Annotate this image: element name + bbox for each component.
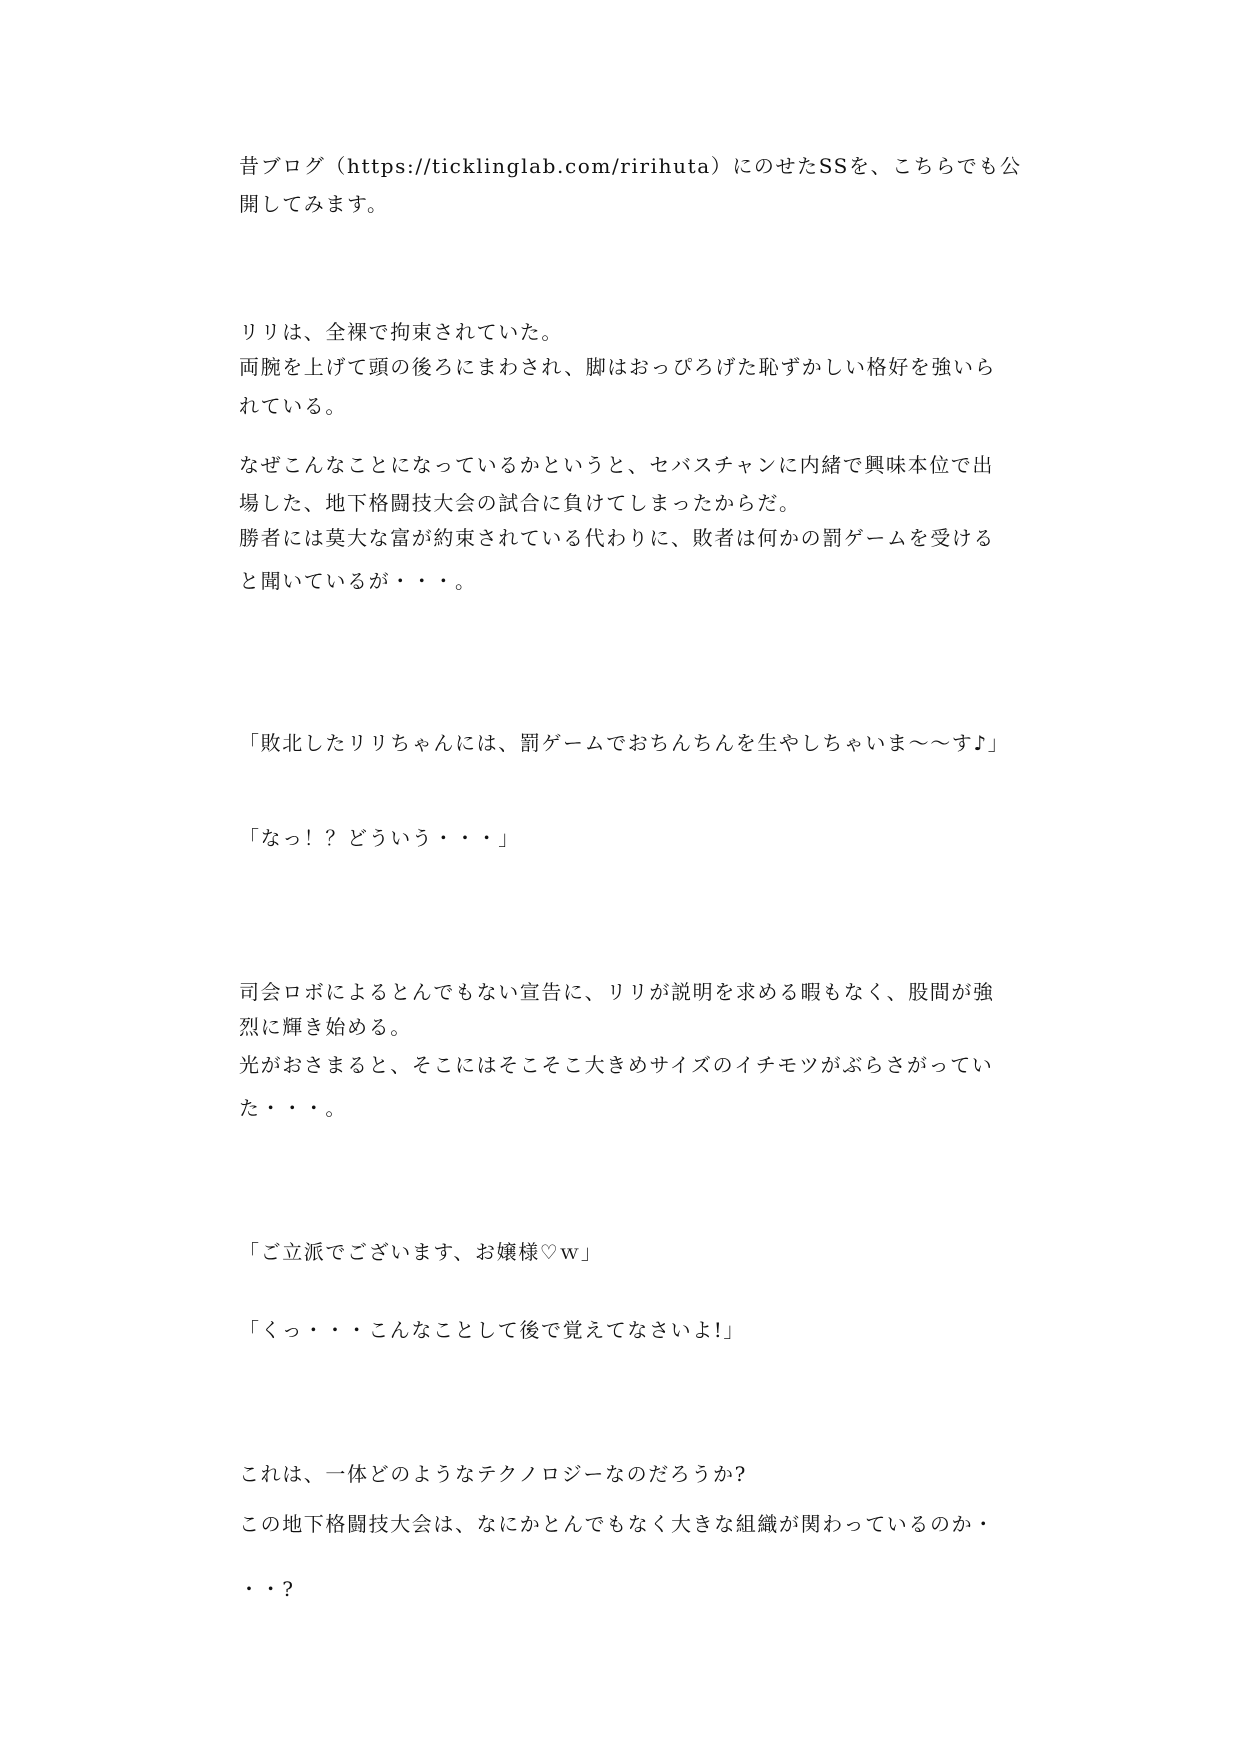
paragraph-line: 勝者には莫大な富が約束されている代わりに、敗者は何かの罰ゲームを受ける: [239, 526, 995, 550]
paragraph-line: 烈に輝き始める。: [239, 1015, 412, 1039]
paragraph-line: 光がおさまると、そこにはそこそこ大きめサイズのイチモツがぶらさがってい: [239, 1053, 994, 1077]
paragraph-line: ・・?: [239, 1577, 295, 1601]
dialogue-line: 「なっ！？どういう・・・」: [239, 826, 520, 850]
paragraph-line: れている。: [239, 394, 347, 418]
dialogue-line: 「くっ・・・こんなことして後で覚えてなさいよ!」: [239, 1318, 746, 1342]
paragraph-line: なぜこんなことになっているかというと、セバスチャンに内緒で興味本位で出: [239, 453, 994, 477]
intro-line: 開してみます。: [239, 192, 389, 216]
paragraph-line: 場した、地下格闘技大会の試合に負けてしまったからだ。: [239, 491, 801, 515]
dialogue-line: 「敗北したリリちゃんには、罰ゲームでおちんちんを生やしちゃいま〜〜す♪」: [239, 731, 1010, 755]
intro-line: 昔ブログ（https://ticklinglab.com/ririhuta）にのせたSSを、こちらでも公: [239, 154, 1022, 178]
paragraph-line: と聞いているが・・・。: [239, 569, 477, 593]
dialogue-line: 「ご立派でございます、お嬢様♡ｗ」: [239, 1240, 603, 1264]
paragraph-line: た・・・。: [239, 1096, 347, 1120]
paragraph-line: リリは、全裸で拘束されていた。: [239, 320, 563, 344]
paragraph-line: この地下格闘技大会は、なにかとんでもなく大きな組織が関わっているのか・: [239, 1512, 995, 1536]
paragraph-line: これは、一体どのようなテクノロジーなのだろうか?: [239, 1462, 747, 1486]
paragraph-line: 両腕を上げて頭の後ろにまわされ、脚はおっぴろげた恥ずかしい格好を強いら: [239, 355, 997, 379]
paragraph-line: 司会ロボによるとんでもない宣告に、リリが説明を求める暇もなく、股間が強: [239, 980, 995, 1004]
